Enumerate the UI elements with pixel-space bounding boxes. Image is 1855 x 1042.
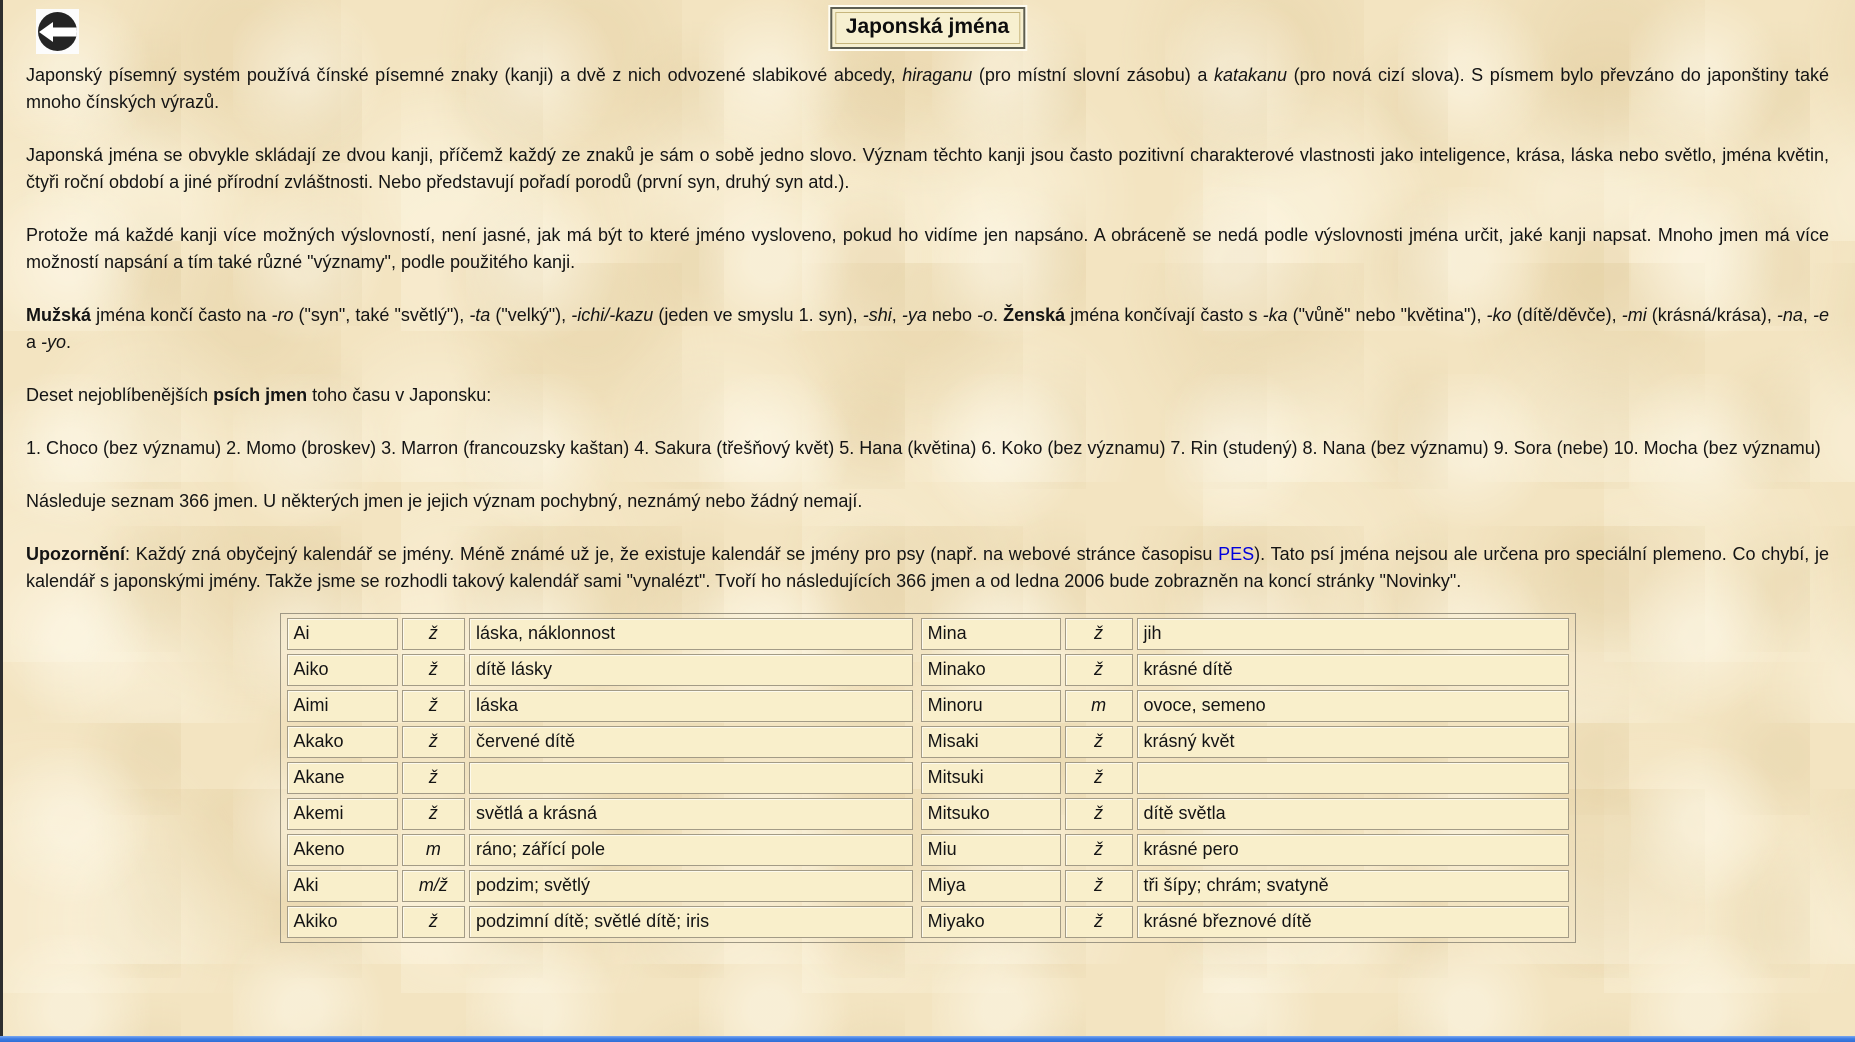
- text-segment: -ya: [901, 305, 927, 325]
- meaning-cell: tři šípy; chrám; svatyně: [1137, 870, 1569, 902]
- gender-cell: ž: [1065, 906, 1133, 938]
- text-segment: psích jmen: [213, 385, 308, 405]
- table-row: [287, 726, 913, 758]
- name-cell: Mina: [921, 618, 1061, 650]
- text-segment: jména končívají často s: [1065, 305, 1263, 325]
- meaning-cell: láska: [469, 690, 913, 722]
- text-segment: Deset nejoblíbenějších: [26, 385, 214, 405]
- text-segment: -ta: [469, 305, 491, 325]
- window-left-edge: [0, 0, 3, 1042]
- text-segment: (jeden ve smyslu 1. syn),: [653, 305, 863, 325]
- text-segment: ,: [1802, 305, 1813, 325]
- text-segment: Japonská jména se obvykle skládají ze dvou kanji, příčemž každý ze znaků je sám o sobě jedno slovo. Význam těchto kanji jsou často pozitivní charakterové vlastnosti jako inteligence, krása, láska nebo světlo, jména květin, čtyři roční období a jiné přírodní zvláštnosti. Nebo představují pořadí porodů (první syn, druhý syn atd.).: [26, 145, 1829, 192]
- name-cell: Akiko: [287, 906, 398, 938]
- gender-cell: ž: [402, 906, 465, 938]
- gender-cell: ž: [402, 618, 465, 650]
- meaning-cell: jih: [1137, 618, 1569, 650]
- text-segment: -mi: [1621, 305, 1647, 325]
- name-cell: Akako: [287, 726, 398, 758]
- text-segment: Protože má každé kanji více možných výslovností, není jasné, jak má být to které jméno vysloveno, pokud ho vidíme jen napsáno. A obráceně se nedá podle výslovnosti jména určit, jaké kanji napsat. Mnoho jmen má více možností napsání a tím také různé "významy", podle použitého kanji.: [26, 225, 1829, 272]
- text-segment: -yo: [41, 332, 67, 352]
- name-cell: Miu: [921, 834, 1061, 866]
- name-cell: Ai: [287, 618, 398, 650]
- name-cell: Aki: [287, 870, 398, 902]
- table-row: [921, 870, 1569, 902]
- text-segment: ("velký"),: [490, 305, 572, 325]
- gender-cell: ž: [402, 762, 465, 794]
- gender-cell: ž: [1065, 798, 1133, 830]
- paragraph-name-composition: [26, 142, 1829, 196]
- names-table: [280, 613, 1576, 943]
- text-segment: (pro místní slovní zásobu) a: [972, 65, 1215, 85]
- text-segment: -ichi/-kazu: [571, 305, 654, 325]
- name-cell: Mitsuki: [921, 762, 1061, 794]
- meaning-cell: krásné březnové dítě: [1137, 906, 1569, 938]
- gender-cell: ž: [402, 654, 465, 686]
- text-segment: -ka: [1262, 305, 1288, 325]
- table-row: [287, 654, 913, 686]
- meaning-cell: dítě světla: [1137, 798, 1569, 830]
- table-row: [287, 618, 913, 650]
- text-segment: 1. Choco (bez významu) 2. Momo (broskev) 3. Marron (francouzsky kaštan) 4. Sakura (třešňový květ) 5. Hana (květina) 6. Koko (bez významu) 7. Rin (studený) 8. Nana (bez významu) 9. Sora (nebe) 10. Mocha (bez významu): [26, 438, 1821, 458]
- gender-cell: ž: [1065, 762, 1133, 794]
- pes-link[interactable]: PES: [1218, 544, 1255, 564]
- text-segment: .: [993, 305, 1004, 325]
- meaning-cell: ovoce, semeno: [1137, 690, 1569, 722]
- name-cell: Mitsuko: [921, 798, 1061, 830]
- table-row: [287, 906, 913, 938]
- meaning-cell: krásné pero: [1137, 834, 1569, 866]
- name-cell: Misaki: [921, 726, 1061, 758]
- text-segment: katakanu: [1214, 65, 1288, 85]
- meaning-cell: světlá a krásná: [469, 798, 913, 830]
- names-table-left: [283, 614, 917, 942]
- meaning-cell: dítě lásky: [469, 654, 913, 686]
- table-row: [921, 906, 1569, 938]
- gender-cell: m: [402, 834, 465, 866]
- text-segment: jména končí často na: [91, 305, 272, 325]
- title-box-inner: [835, 12, 1020, 44]
- meaning-cell: červené dítě: [469, 726, 913, 758]
- text-segment: ,: [891, 305, 902, 325]
- text-segment: Ženská: [1003, 305, 1066, 325]
- text-segment: Japonský písemný systém používá čínské písemné znaky (kanji) a dvě z nich odvozené slabikové abcedy,: [26, 65, 903, 85]
- meaning-cell: ráno; zářící pole: [469, 834, 913, 866]
- name-cell: Aiko: [287, 654, 398, 686]
- page-title: Japonská jména: [845, 15, 1010, 38]
- text-segment: ("vůně" nebo "květina"),: [1287, 305, 1487, 325]
- table-row: [921, 834, 1569, 866]
- gender-cell: m/ž: [402, 870, 465, 902]
- name-cell: Miyako: [921, 906, 1061, 938]
- text-segment: (pro nová cizí slova). S písmem bylo převzáno do japonštiny také mnoho čínských výrazů.: [26, 65, 1830, 112]
- name-cell: Aimi: [287, 690, 398, 722]
- text-segment: : Každý zná obyčejný kalendář se jmény. Méně známé už je, že existuje kalendář se jmény pro psy (např. na webové stránce časopisu: [125, 544, 1219, 564]
- table-row: [921, 798, 1569, 830]
- paragraph-writing-system: [26, 62, 1829, 116]
- text-segment: hiraganu: [902, 65, 973, 85]
- table-row: [921, 762, 1569, 794]
- table-row: [287, 690, 913, 722]
- text-segment: Následuje seznam 366 jmen. U některých jmen je jejich význam pochybný, neznámý nebo žádný nemají.: [26, 491, 863, 511]
- text-segment: .: [66, 332, 72, 352]
- text-segment: Upozornění: [26, 544, 125, 564]
- gender-cell: m: [1065, 690, 1133, 722]
- text-segment: -o: [977, 305, 994, 325]
- name-cell: Akane: [287, 762, 398, 794]
- gender-cell: ž: [402, 690, 465, 722]
- text-segment: (krásná/krása),: [1646, 305, 1777, 325]
- name-cell: Minako: [921, 654, 1061, 686]
- back-arrow-bar: [51, 27, 77, 36]
- meaning-cell: krásný květ: [1137, 726, 1569, 758]
- text-segment: -ro: [271, 305, 294, 325]
- back-arrow-icon: [38, 12, 77, 51]
- table-row: [921, 726, 1569, 758]
- title-box: [830, 7, 1025, 49]
- text-segment: -ko: [1486, 305, 1512, 325]
- table-row: [921, 690, 1569, 722]
- name-cell: Miya: [921, 870, 1061, 902]
- name-cell: Akeno: [287, 834, 398, 866]
- text-segment: -na: [1776, 305, 1803, 325]
- paragraph-warning: [26, 541, 1829, 595]
- table-row: [287, 870, 913, 902]
- paragraph-pronunciation: [26, 222, 1829, 276]
- meaning-cell: podzimní dítě; světlé dítě; iris: [469, 906, 913, 938]
- text-segment: -e: [1812, 305, 1829, 325]
- gender-cell: ž: [1065, 618, 1133, 650]
- gender-cell: ž: [1065, 726, 1133, 758]
- table-row: [287, 798, 913, 830]
- meaning-cell: krásné dítě: [1137, 654, 1569, 686]
- text-segment: nebo: [926, 305, 978, 325]
- name-cell: Minoru: [921, 690, 1061, 722]
- paragraph-name-endings: [26, 302, 1829, 356]
- back-button[interactable]: [36, 9, 79, 54]
- meaning-cell: [1137, 762, 1569, 794]
- table-row: [287, 834, 913, 866]
- meaning-cell: podzim; světlý: [469, 870, 913, 902]
- paragraph-list-intro: [26, 488, 1829, 515]
- paragraph-dog-names-list: [26, 435, 1829, 462]
- names-table-right: [917, 614, 1573, 942]
- meaning-cell: láska, náklonnost: [469, 618, 913, 650]
- gender-cell: ž: [1065, 834, 1133, 866]
- text-segment: a: [26, 332, 42, 352]
- gender-cell: ž: [1065, 654, 1133, 686]
- text-segment: (dítě/děvče),: [1511, 305, 1622, 325]
- table-row: [287, 762, 913, 794]
- table-row: [921, 618, 1569, 650]
- text-segment: -shi: [862, 305, 892, 325]
- gender-cell: ž: [402, 726, 465, 758]
- window-bottom-edge: [0, 1036, 1855, 1042]
- paragraph-dog-names-intro: [26, 382, 1829, 409]
- table-row: [921, 654, 1569, 686]
- meaning-cell: [469, 762, 913, 794]
- text-segment: toho času v Japonsku:: [307, 385, 492, 405]
- text-segment: ("syn", také "světlý"),: [293, 305, 470, 325]
- gender-cell: ž: [402, 798, 465, 830]
- text-segment: Mužská: [26, 305, 92, 325]
- gender-cell: ž: [1065, 870, 1133, 902]
- name-cell: Akemi: [287, 798, 398, 830]
- text-segment: ). Tato psí jména nejsou ale určena pro speciální plemeno. Co chybí, je kalendář s japonskými jmény. Takže jsme se rozhodli takový kalendář sami "vynalézt". Tvoří ho následujících 366 jmen a od ledna 2006 bude zobrazněn na koncí stránky "Novinky".: [26, 544, 1829, 591]
